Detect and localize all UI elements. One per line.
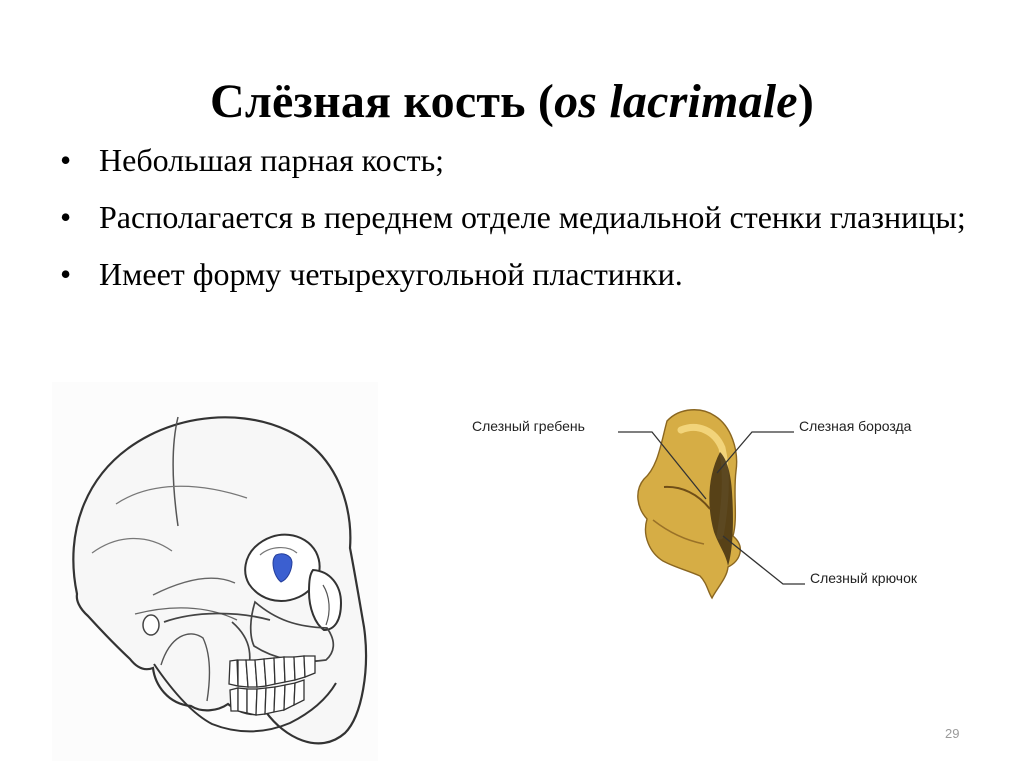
lacrimal-bone-figure	[460, 395, 960, 625]
bullet-item: • Располагается в переднем отделе медиальной стенки глазницы;	[58, 193, 988, 241]
label-lacrimal-groove: Слезная борозда	[799, 418, 912, 434]
label-lacrimal-crest: Слезный гребень	[472, 418, 585, 434]
label-lacrimal-hook: Слезный крючок	[810, 570, 917, 586]
page-number: 29	[945, 726, 960, 741]
skull-illustration	[52, 382, 378, 761]
skull-drawing	[52, 382, 378, 761]
bullet-item: • Имеет форму четырехугольной пластинки.	[58, 250, 988, 298]
bullet-list	[58, 136, 988, 307]
bullet-item: • Небольшая парная кость;	[58, 136, 988, 184]
ear-canal	[143, 615, 159, 635]
slide-title	[0, 66, 1024, 138]
title-main: Слёзная кость (	[210, 75, 555, 129]
title-latin-name: os lacrimale	[554, 75, 798, 129]
title-close: )	[797, 75, 814, 129]
